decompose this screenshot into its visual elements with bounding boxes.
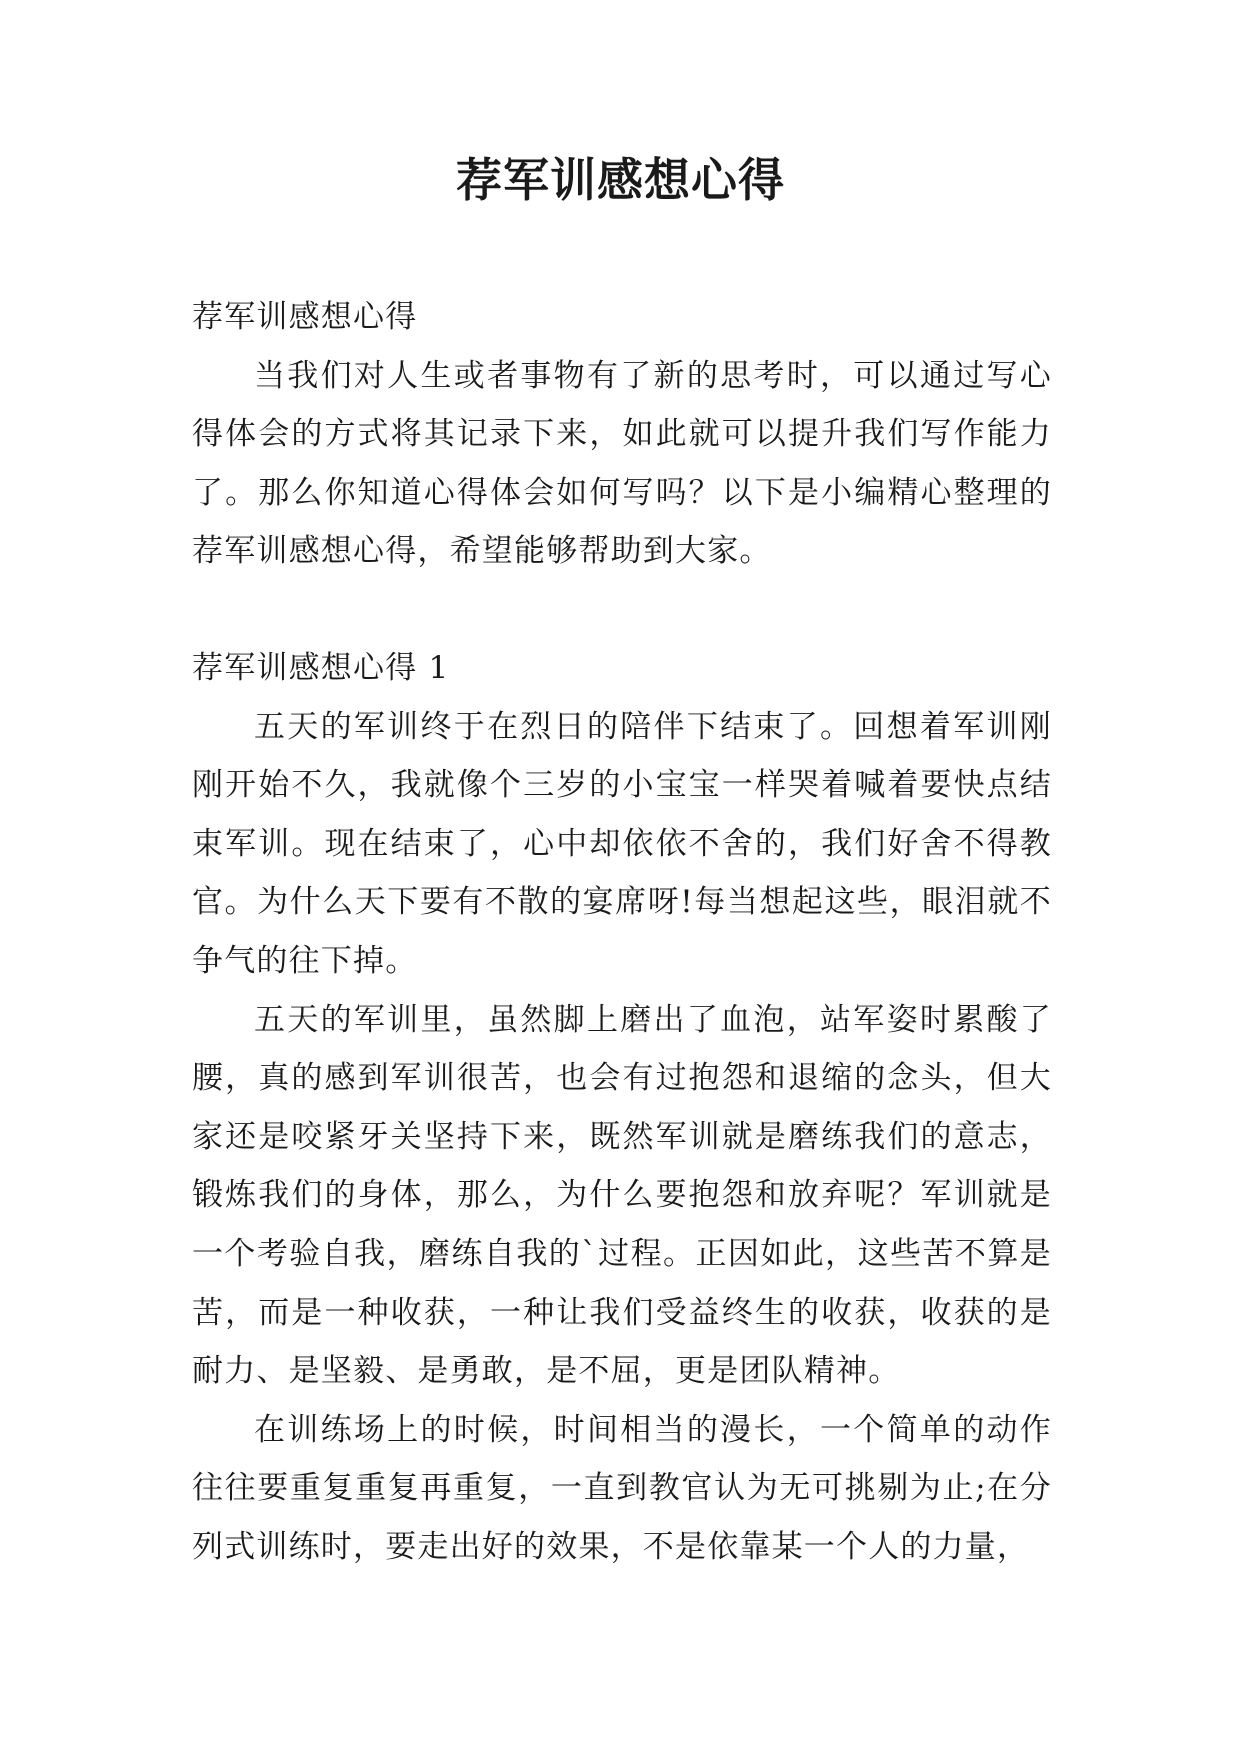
intro-paragraph: 当我们对人生或者事物有了新的思考时，可以通过写心得体会的方式将其记录下来，如此就可以提升我们写作能力了。那么你知道心得体会如何写吗？以下是小编精心整理的荐军训感想心得，希望能够帮助到大家。 bbox=[192, 357, 1052, 570]
section1-paragraph-2: 五天的军训里，虽然脚上磨出了血泡，站军姿时累酸了腰，真的感到军训很苦，也会有过抱怨和退缩的念头，但大家还是咬紧牙关坚持下来，既然军训就是磨练我们的意志，锻炼我们的身体，那么，为什么要抱怨和放弃呢？军训就是一个考验自我，磨练自我的`过程。正因如此，这些苦不算是苦，而是一种收获，一种让我们受益终生的收获，收获的是耐力、是坚毅、是勇敢，是不屈，更是团队精神。 bbox=[192, 1001, 1052, 1390]
intro-heading: 荐军训感想心得 bbox=[192, 299, 418, 335]
section1-paragraph-1: 五天的军训终于在烈日的陪伴下结束了。回想着军训刚刚开始不久，我就像个三岁的小宝宝一样哭着喊着要快点结束军训。现在结束了，心中却依依不舍的，我们好舍不得教官。为什么天下要有不散的宴席呀!每当想起这些，眼泪就不争气的往下掉。 bbox=[192, 708, 1052, 979]
section1-paragraph-3: 在训练场上的时候，时间相当的漫长，一个简单的动作往往要重复重复再重复，一直到教官认为无可挑剔为止;在分列式训练时，要走出好的效果，不是依靠某一个人的力量， bbox=[192, 1411, 1052, 1565]
document-title: 荐军训感想心得 bbox=[456, 153, 785, 207]
section1-heading: 荐军训感想心得 1 bbox=[192, 649, 450, 686]
section-spacer bbox=[192, 581, 1052, 639]
document-body bbox=[192, 288, 1052, 1576]
